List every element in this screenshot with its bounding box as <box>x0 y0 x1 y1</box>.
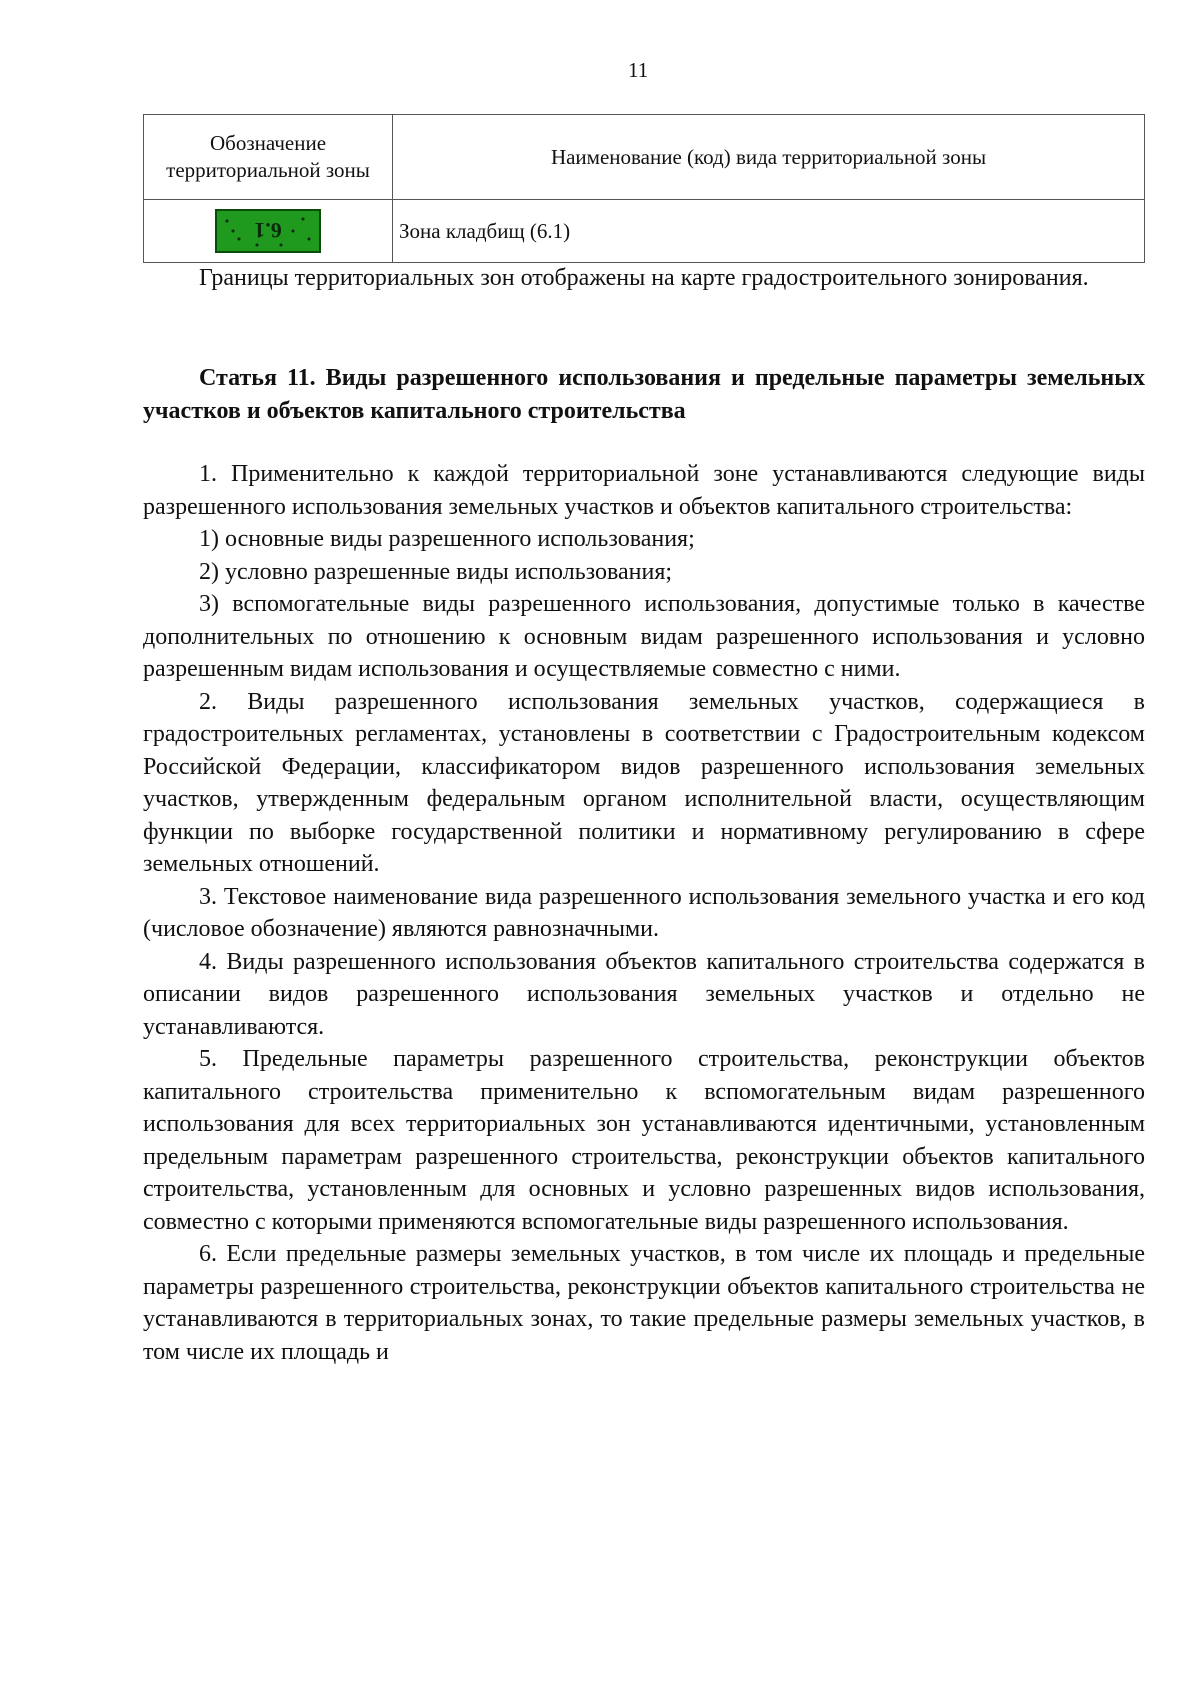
paragraph: 4. Виды разрешенного использования объектов капитального строительства содержатся в описании видов разрешенного использования земельных участков и отдельно не устанавливаются. <box>143 948 1145 1040</box>
list-item: 3) вспомогательные виды разрешенного использования, допустимые только в качестве дополнительных по отношению к основным видам разрешенного использования и условно разрешенным видам использования и осуществляемые совместно с ними. <box>143 591 1145 682</box>
table-header-row <box>144 115 1145 200</box>
table-row <box>144 200 1145 263</box>
paragraph: 5. Предельные параметры разрешенного строительства, реконструкции объектов капитального строительства применительно к вспомогательным видам разрешенного использования для всех территориальных зон устанавливаются идентичными, установленным предельным параметрам разрешенного строительства, реконструкции объектов капитального строительства, установленным для основных и условно разрешенных видов использования, совместно с которыми применяются вспомогательные виды разрешенного использования. <box>143 1046 1145 1235</box>
article-heading: Статья 11. Виды разрешенного использования и предельные параметры земельных участков и объектов капитального строительства <box>143 365 1145 424</box>
zone-name-cell: Зона кладбищ (6.1) <box>393 200 1145 263</box>
page-number: 11 <box>628 58 649 82</box>
list-item: 2) условно разрешенные виды использования; <box>199 558 673 585</box>
header-name: Наименование (код) вида территориальной зоны <box>393 115 1145 200</box>
paragraph: 6. Если предельные размеры земельных участков, в том числе их площадь и предельные параметры разрешенного строительства, реконструкции объектов капитального строительства не устанавливаются в территориальных зонах, то такие предельные размеры земельных участков, в том числе их площадь и <box>143 1241 1145 1365</box>
intro-paragraph: Границы территориальных зон отображены на карте градостроительного зонирования. <box>199 265 1089 291</box>
zone-symbol-swatch <box>215 209 321 253</box>
header-symbol: Обозначение территориальной зоны <box>144 115 393 200</box>
article-body <box>143 458 1145 1368</box>
zone-symbol-label: 6.1 <box>254 218 282 243</box>
list-item: 1) основные виды разрешенного использования; <box>199 526 695 552</box>
intro-block <box>143 262 1145 295</box>
paragraph: 2. Виды разрешенного использования земельных участков, содержащиеся в градостроительных регламентах, установлены в соответствии с Градостроительным кодексом Российской Федерации, классификатором видов разрешенного использования земельных участков, утвержденным федеральным органом исполнительной власти, осуществляющим функции по выборке государственной политики и нормативному регулированию в сфере земельных отношений. <box>143 688 1145 877</box>
paragraph: 3. Текстовое наименование вида разрешенного использования земельного участка и его код (числовое обозначение) являются равнозначными. <box>143 883 1145 942</box>
zone-symbol-cell <box>144 200 393 263</box>
zones-table <box>143 114 1145 263</box>
paragraph: 1. Применительно к каждой территориальной зоне устанавливаются следующие виды разрешенного использования земельных участков и объектов капитального строительства: <box>143 461 1145 520</box>
